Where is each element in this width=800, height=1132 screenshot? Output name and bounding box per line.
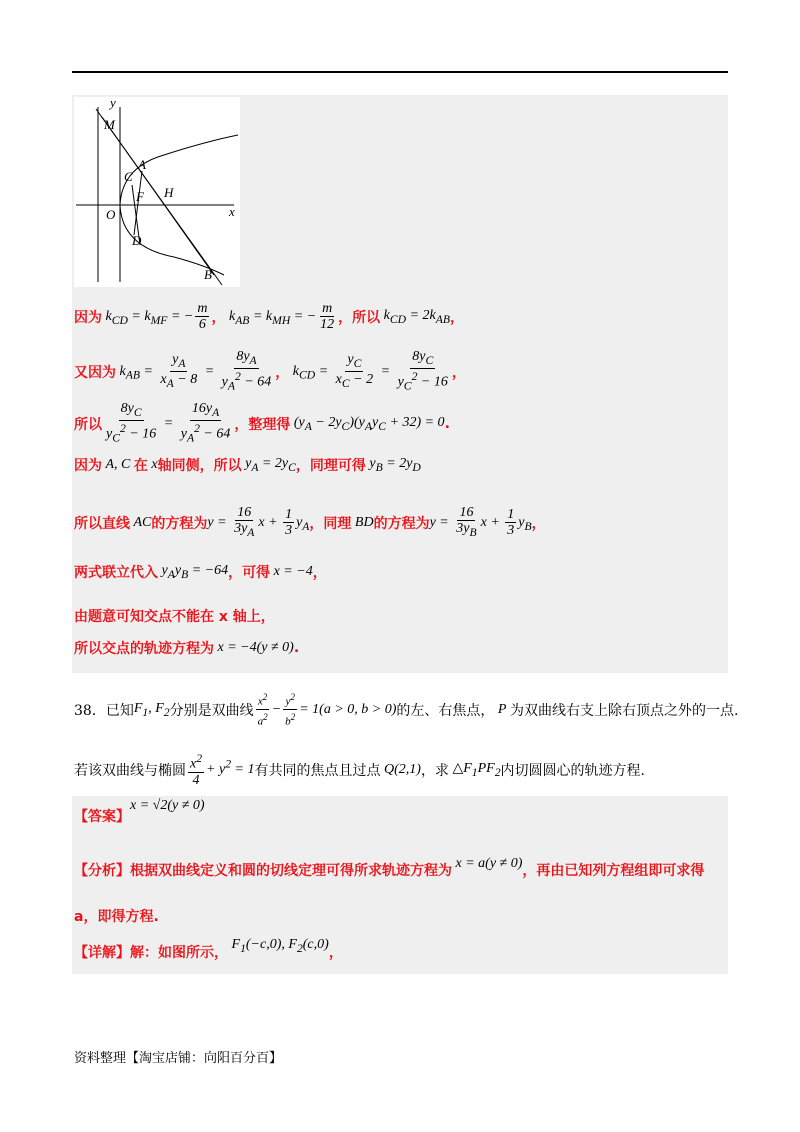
solution-line-8 [74,638,299,658]
formula: $y_A = 2y_C$ [241,456,296,474]
text: 分别是双曲线 [169,702,254,719]
formula: $k_{CD}$ = $\frac{y_C}{x_C - 2}$ = $\frac{8y_C}{y_C^2 - 16}$ [289,349,448,393]
figure-parabola-diagram [74,97,240,287]
formula: x = −4 [270,564,313,579]
analysis-line-1 [74,856,705,880]
text: 解：如图所示， [130,945,228,961]
detail-label: 【详解】 [74,945,130,961]
text: 轴同侧，所以 [157,458,242,474]
analysis-label: 【分析】 [74,863,130,879]
text: ， [451,364,466,381]
formula: $F_1$, $F_2$ [133,700,170,719]
label-y: y [110,97,116,110]
detail-line [74,937,343,962]
text: ，可得 [228,565,271,581]
formula: $k_{AB} = k_{MH}$ = − $\frac{m}{12}$ [225,301,335,332]
solution-line-1 [74,302,464,332]
formula: $\frac{8y_C}{y_C^2 - 16}$ = $\frac{16y_A}{y_A^2 - 64}$ [106,401,231,445]
text: ， [275,364,290,381]
label-B: B [204,267,212,282]
problem-38-line-2 [74,752,645,788]
text: a，即得方程. [74,909,159,925]
problem-number: 38． [74,702,106,719]
text: 两式联立代入 [74,565,158,581]
text: ，所以 [338,310,381,326]
text: 在 [133,458,148,474]
formula: $(y_A - 2y_C)(y_Ay_C + 32) = 0$ [290,414,445,433]
label-H: H [164,185,174,200]
label-D: D [132,233,142,248]
text: ， [312,565,327,581]
label-M: M [104,117,115,132]
text: ， [328,945,343,961]
solution-line-6 [74,562,327,582]
text: ，整理得 [234,416,291,433]
solution-line-7 [74,606,275,626]
text: 因为 [74,458,102,474]
text: 所以直线 [74,515,130,532]
analysis-line-2 [74,906,159,926]
label-F: F [136,189,144,204]
text: ，求 [420,762,449,779]
answer-line [74,798,205,826]
formula: $F_1(-c,0)$, $F_2(c,0)$ [228,937,329,955]
header-rule [72,71,728,73]
formula: $k_{CD} = 2k_{AB}$ [380,308,450,326]
formula: $\frac{x^2}{a^2}$ − $\frac{y^2}{b^2}$ = 1(a > 0, b > 0) [257,692,397,728]
formula: BD [351,514,374,530]
text: . [444,415,450,432]
text: . [293,640,300,656]
label-O: O [106,207,116,222]
formula: $y_Ay_B = -64$ [158,563,229,581]
text: 的左、右焦点， [396,702,495,719]
text: ，同理 [309,515,352,532]
footer-text: 资料整理【淘宝店铺：向阳百分百】 [74,1051,283,1066]
formula: y = $\frac{16}{3y_A}$ x + $\frac{1}{3}$ $y_A$ [207,505,310,539]
label-C: C [124,169,133,184]
text: 由题意可知交点不能在 x 轴上， [74,609,275,625]
formula: $\triangle F_1PF_2$ [448,761,501,780]
formula: $y_B = 2y_D$ [365,456,421,474]
formula: $\frac{x^2}{4}$ + $y^2 = 1$ [190,752,255,788]
formula: y = $\frac{16}{3y_B}$ x + $\frac{1}{3}$ $y_B$ [429,505,532,539]
formula: P [494,701,510,717]
text: 所以交点的轨迹方程为 [74,641,214,657]
text: 的方程为 [151,515,208,532]
text: 若该双曲线与椭圆 [74,762,186,779]
text: ，再由已知列方程组即可求得 [522,863,705,879]
text: 因为 [74,310,102,326]
label-A: A [138,157,146,172]
formula: AC [130,514,152,530]
formula: x = √2(y ≠ 0) [130,798,205,813]
solution-line-5 [74,506,546,540]
problem-38-line-1 [74,690,738,729]
answer-label: 【答案】 [74,809,130,825]
text: 根据双曲线定义和圆的切线定理可得所求轨迹方程为 [130,863,452,879]
formula: x [147,457,158,472]
text: ， [450,310,464,326]
solution-line-2 [74,350,466,393]
label-x: x [229,204,235,219]
formula: x = −4(y ≠ 0) [214,640,294,655]
text: 的方程为 [373,515,430,532]
text: 已知 [105,702,134,719]
formula: $k_{CD} = k_{MF}$ = − $\frac{m}{6}$ [102,301,208,332]
text: 为双曲线右支上除右顶点之外的一点. [509,702,739,719]
text: ， [531,515,546,532]
text: 又因为 [74,364,116,381]
text: 所以 [74,416,102,433]
text: 有共同的焦点且过点 [254,762,381,779]
text: 内切圆圆心的轨迹方程. [500,762,645,779]
formula: A, C [102,457,134,472]
formula: $k_{AB}$ = $\frac{y_A}{x_A - 8}$ = $\frac{8y_A}{y_A^2 - 64}$ [116,349,272,393]
text: ， [211,310,226,326]
solution-line-3 [74,402,450,445]
text: ，同理可得 [295,458,366,474]
formula: x = a(y ≠ 0) [452,856,523,871]
formula: Q(2,1) [380,761,421,777]
solution-line-4 [74,455,421,475]
